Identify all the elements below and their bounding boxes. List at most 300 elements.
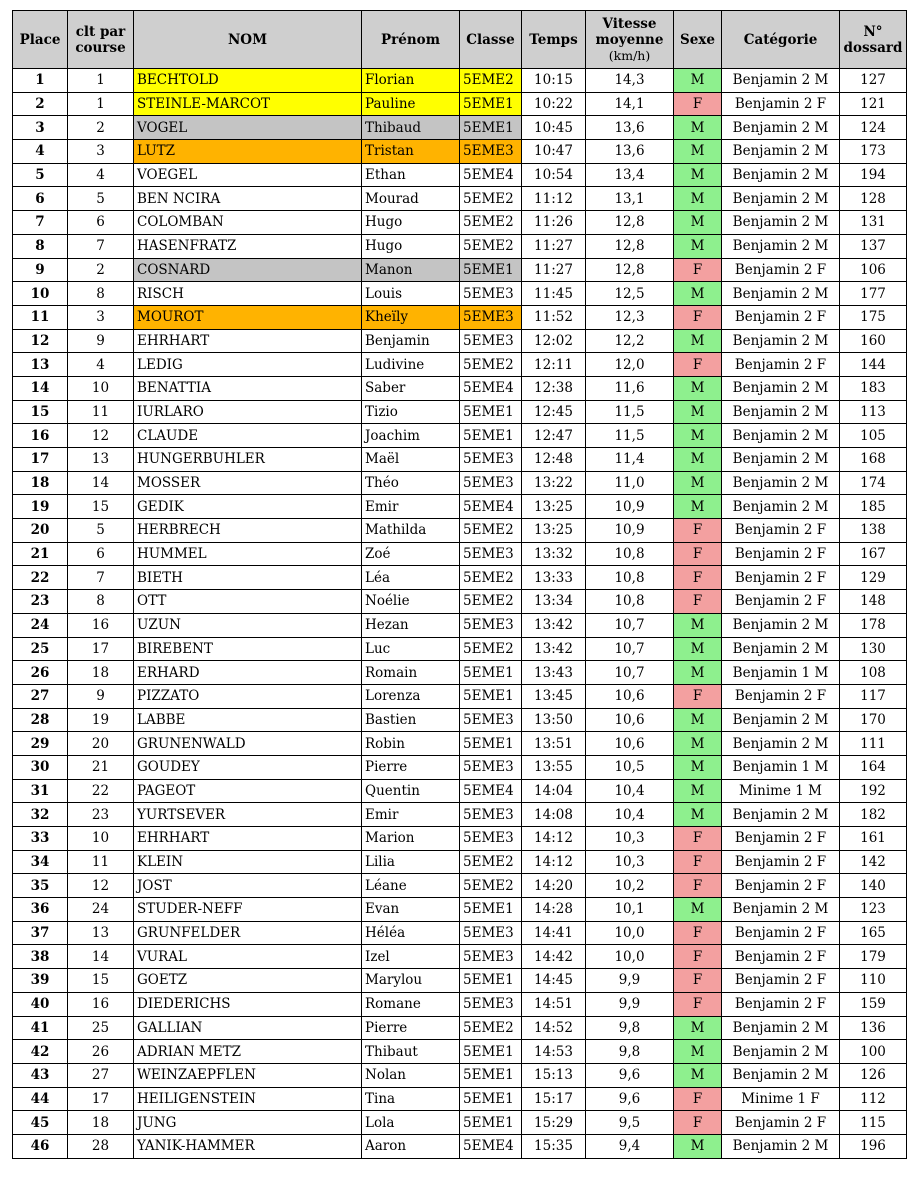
categorie-cell: Minime 1 M xyxy=(722,779,840,803)
place-cell: 16 xyxy=(13,424,68,448)
clt-cell: 14 xyxy=(68,471,134,495)
nom-cell: VURAL xyxy=(134,945,362,969)
categorie-cell: Benjamin 2 F xyxy=(722,850,840,874)
sexe-cell: M xyxy=(674,1016,722,1040)
place-cell: 39 xyxy=(13,969,68,993)
sexe-cell: M xyxy=(674,187,722,211)
prenom-cell: Joachim xyxy=(362,424,460,448)
temps-cell: 14:42 xyxy=(522,945,586,969)
prenom-cell: Bastien xyxy=(362,708,460,732)
dossard-cell: 183 xyxy=(840,376,907,400)
categorie-cell: Benjamin 2 M xyxy=(722,69,840,93)
place-cell: 7 xyxy=(13,211,68,235)
clt-cell: 10 xyxy=(68,376,134,400)
table-row xyxy=(13,448,907,472)
classe-cell: 5EME4 xyxy=(460,376,522,400)
table-row xyxy=(13,519,907,543)
clt-cell: 28 xyxy=(68,1134,134,1158)
classe-cell: 5EME2 xyxy=(460,566,522,590)
place-cell: 34 xyxy=(13,850,68,874)
place-cell: 38 xyxy=(13,945,68,969)
categorie-cell: Benjamin 2 F xyxy=(722,305,840,329)
dossard-cell: 140 xyxy=(840,874,907,898)
table-row xyxy=(13,1016,907,1040)
nom-cell: LABBE xyxy=(134,708,362,732)
temps-cell: 14:45 xyxy=(522,969,586,993)
dossard-cell: 164 xyxy=(840,755,907,779)
prenom-cell: Izel xyxy=(362,945,460,969)
vitesse-cell: 10,6 xyxy=(586,732,674,756)
categorie-cell: Benjamin 2 F xyxy=(722,92,840,116)
vitesse-cell: 12,2 xyxy=(586,329,674,353)
categorie-cell: Benjamin 2 M xyxy=(722,495,840,519)
temps-cell: 12:47 xyxy=(522,424,586,448)
prenom-cell: Luc xyxy=(362,637,460,661)
sexe-cell: F xyxy=(674,1111,722,1135)
vitesse-cell: 10,3 xyxy=(586,850,674,874)
sexe-cell: F xyxy=(674,969,722,993)
vitesse-cell: 9,6 xyxy=(586,1087,674,1111)
clt-cell: 17 xyxy=(68,1087,134,1111)
classe-cell: 5EME1 xyxy=(460,898,522,922)
classe-cell: 5EME3 xyxy=(460,448,522,472)
place-cell: 25 xyxy=(13,637,68,661)
nom-cell: HASENFRATZ xyxy=(134,234,362,258)
temps-cell: 12:38 xyxy=(522,376,586,400)
header-vitesse: Vitesse moyenne (km/h) xyxy=(586,11,674,69)
clt-cell: 19 xyxy=(68,708,134,732)
place-cell: 32 xyxy=(13,803,68,827)
clt-cell: 1 xyxy=(68,92,134,116)
nom-cell: GRUNENWALD xyxy=(134,732,362,756)
classe-cell: 5EME1 xyxy=(460,969,522,993)
place-cell: 28 xyxy=(13,708,68,732)
sexe-cell: M xyxy=(674,1063,722,1087)
categorie-cell: Benjamin 2 M xyxy=(722,448,840,472)
nom-cell: LUTZ xyxy=(134,140,362,164)
vitesse-cell: 10,8 xyxy=(586,566,674,590)
nom-cell: GOETZ xyxy=(134,969,362,993)
clt-cell: 26 xyxy=(68,1040,134,1064)
table-row xyxy=(13,471,907,495)
table-row xyxy=(13,1134,907,1158)
sexe-cell: M xyxy=(674,140,722,164)
clt-cell: 7 xyxy=(68,566,134,590)
clt-cell: 16 xyxy=(68,613,134,637)
table-row xyxy=(13,1111,907,1135)
categorie-cell: Benjamin 2 F xyxy=(722,969,840,993)
temps-cell: 13:34 xyxy=(522,590,586,614)
clt-cell: 3 xyxy=(68,140,134,164)
dossard-cell: 137 xyxy=(840,234,907,258)
place-cell: 40 xyxy=(13,992,68,1016)
nom-cell: YURTSEVER xyxy=(134,803,362,827)
nom-cell: BENATTIA xyxy=(134,376,362,400)
sexe-cell: F xyxy=(674,992,722,1016)
nom-cell: COSNARD xyxy=(134,258,362,282)
table-row xyxy=(13,732,907,756)
sexe-cell: M xyxy=(674,1134,722,1158)
sexe-cell: M xyxy=(674,1040,722,1064)
categorie-cell: Benjamin 2 M xyxy=(722,803,840,827)
clt-cell: 6 xyxy=(68,542,134,566)
clt-cell: 27 xyxy=(68,1063,134,1087)
nom-cell: GRUNFELDER xyxy=(134,921,362,945)
nom-cell: WEINZAEPFLEN xyxy=(134,1063,362,1087)
clt-cell: 16 xyxy=(68,992,134,1016)
place-cell: 31 xyxy=(13,779,68,803)
clt-cell: 3 xyxy=(68,305,134,329)
dossard-cell: 115 xyxy=(840,1111,907,1135)
prenom-cell: Benjamin xyxy=(362,329,460,353)
classe-cell: 5EME1 xyxy=(460,1063,522,1087)
temps-cell: 13:42 xyxy=(522,637,586,661)
dossard-cell: 194 xyxy=(840,163,907,187)
classe-cell: 5EME1 xyxy=(460,661,522,685)
nom-cell: PAGEOT xyxy=(134,779,362,803)
nom-cell: BEN NCIRA xyxy=(134,187,362,211)
sexe-cell: F xyxy=(674,921,722,945)
prenom-cell: Nolan xyxy=(362,1063,460,1087)
sexe-cell: F xyxy=(674,305,722,329)
table-row xyxy=(13,116,907,140)
prenom-cell: Marion xyxy=(362,827,460,851)
vitesse-cell: 10,7 xyxy=(586,661,674,685)
nom-cell: ADRIAN METZ xyxy=(134,1040,362,1064)
place-cell: 15 xyxy=(13,400,68,424)
vitesse-cell: 11,0 xyxy=(586,471,674,495)
sexe-cell: M xyxy=(674,637,722,661)
prenom-cell: Pierre xyxy=(362,755,460,779)
dossard-cell: 126 xyxy=(840,1063,907,1087)
nom-cell: EHRHART xyxy=(134,329,362,353)
place-cell: 43 xyxy=(13,1063,68,1087)
classe-cell: 5EME2 xyxy=(460,637,522,661)
sexe-cell: M xyxy=(674,661,722,685)
nom-cell: DIEDERICHS xyxy=(134,992,362,1016)
table-row xyxy=(13,305,907,329)
dossard-cell: 185 xyxy=(840,495,907,519)
place-cell: 2 xyxy=(13,92,68,116)
nom-cell: HUNGERBUHLER xyxy=(134,448,362,472)
temps-cell: 11:12 xyxy=(522,187,586,211)
clt-cell: 10 xyxy=(68,827,134,851)
vitesse-cell: 14,3 xyxy=(586,69,674,93)
temps-cell: 11:45 xyxy=(522,282,586,306)
nom-cell: GEDIK xyxy=(134,495,362,519)
sexe-cell: F xyxy=(674,353,722,377)
place-cell: 8 xyxy=(13,234,68,258)
prenom-cell: Evan xyxy=(362,898,460,922)
header-place: Place xyxy=(13,11,68,69)
prenom-cell: Saber xyxy=(362,376,460,400)
sexe-cell: F xyxy=(674,874,722,898)
vitesse-cell: 9,6 xyxy=(586,1063,674,1087)
table-row xyxy=(13,1063,907,1087)
dossard-cell: 161 xyxy=(840,827,907,851)
table-row xyxy=(13,898,907,922)
vitesse-cell: 11,4 xyxy=(586,448,674,472)
vitesse-cell: 12,3 xyxy=(586,305,674,329)
place-cell: 33 xyxy=(13,827,68,851)
dossard-cell: 159 xyxy=(840,992,907,1016)
nom-cell: BIETH xyxy=(134,566,362,590)
classe-cell: 5EME3 xyxy=(460,542,522,566)
sexe-cell: M xyxy=(674,755,722,779)
sexe-cell: F xyxy=(674,1087,722,1111)
table-row xyxy=(13,566,907,590)
dossard-cell: 128 xyxy=(840,187,907,211)
nom-cell: STEINLE-MARCOT xyxy=(134,92,362,116)
place-cell: 41 xyxy=(13,1016,68,1040)
nom-cell: BIREBENT xyxy=(134,637,362,661)
place-cell: 3 xyxy=(13,116,68,140)
dossard-cell: 144 xyxy=(840,353,907,377)
place-cell: 5 xyxy=(13,163,68,187)
table-row xyxy=(13,495,907,519)
sexe-cell: M xyxy=(674,163,722,187)
prenom-cell: Florian xyxy=(362,69,460,93)
clt-cell: 12 xyxy=(68,874,134,898)
classe-cell: 5EME1 xyxy=(460,92,522,116)
nom-cell: HERBRECH xyxy=(134,519,362,543)
categorie-cell: Benjamin 2 M xyxy=(722,424,840,448)
categorie-cell: Benjamin 2 F xyxy=(722,353,840,377)
place-cell: 13 xyxy=(13,353,68,377)
temps-cell: 13:51 xyxy=(522,732,586,756)
clt-cell: 1 xyxy=(68,69,134,93)
vitesse-cell: 12,5 xyxy=(586,282,674,306)
dossard-cell: 168 xyxy=(840,448,907,472)
place-cell: 35 xyxy=(13,874,68,898)
nom-cell: ERHARD xyxy=(134,661,362,685)
place-cell: 26 xyxy=(13,661,68,685)
dossard-cell: 110 xyxy=(840,969,907,993)
table-row xyxy=(13,400,907,424)
dossard-cell: 123 xyxy=(840,898,907,922)
nom-cell: RISCH xyxy=(134,282,362,306)
nom-cell: JUNG xyxy=(134,1111,362,1135)
classe-cell: 5EME1 xyxy=(460,424,522,448)
vitesse-cell: 10,9 xyxy=(586,495,674,519)
header-dossard: N° dossard xyxy=(840,11,907,69)
temps-cell: 15:35 xyxy=(522,1134,586,1158)
header-prenom: Prénom xyxy=(362,11,460,69)
categorie-cell: Benjamin 2 M xyxy=(722,1040,840,1064)
results-table xyxy=(12,10,907,1159)
prenom-cell: Hugo xyxy=(362,234,460,258)
vitesse-cell: 9,9 xyxy=(586,969,674,993)
table-row xyxy=(13,803,907,827)
categorie-cell: Benjamin 2 F xyxy=(722,874,840,898)
categorie-cell: Benjamin 2 F xyxy=(722,684,840,708)
vitesse-cell: 10,7 xyxy=(586,613,674,637)
place-cell: 12 xyxy=(13,329,68,353)
vitesse-cell: 10,6 xyxy=(586,708,674,732)
vitesse-cell: 12,0 xyxy=(586,353,674,377)
place-cell: 37 xyxy=(13,921,68,945)
dossard-cell: 121 xyxy=(840,92,907,116)
categorie-cell: Benjamin 2 F xyxy=(722,992,840,1016)
sexe-cell: M xyxy=(674,471,722,495)
table-row xyxy=(13,424,907,448)
place-cell: 18 xyxy=(13,471,68,495)
temps-cell: 11:26 xyxy=(522,211,586,235)
clt-cell: 23 xyxy=(68,803,134,827)
temps-cell: 13:50 xyxy=(522,708,586,732)
prenom-cell: Héléa xyxy=(362,921,460,945)
table-row xyxy=(13,140,907,164)
table-row xyxy=(13,258,907,282)
table-row xyxy=(13,613,907,637)
classe-cell: 5EME1 xyxy=(460,400,522,424)
dossard-cell: 117 xyxy=(840,684,907,708)
sexe-cell: M xyxy=(674,424,722,448)
sexe-cell: M xyxy=(674,234,722,258)
sexe-cell: F xyxy=(674,590,722,614)
temps-cell: 13:25 xyxy=(522,519,586,543)
sexe-cell: M xyxy=(674,898,722,922)
prenom-cell: Hezan xyxy=(362,613,460,637)
nom-cell: GALLIAN xyxy=(134,1016,362,1040)
categorie-cell: Benjamin 2 F xyxy=(722,1111,840,1135)
classe-cell: 5EME1 xyxy=(460,1111,522,1135)
dossard-cell: 142 xyxy=(840,850,907,874)
clt-cell: 2 xyxy=(68,116,134,140)
dossard-cell: 131 xyxy=(840,211,907,235)
prenom-cell: Louis xyxy=(362,282,460,306)
vitesse-cell: 13,6 xyxy=(586,140,674,164)
categorie-cell: Benjamin 2 M xyxy=(722,187,840,211)
categorie-cell: Benjamin 2 M xyxy=(722,708,840,732)
sexe-cell: M xyxy=(674,116,722,140)
classe-cell: 5EME2 xyxy=(460,850,522,874)
place-cell: 36 xyxy=(13,898,68,922)
vitesse-cell: 10,2 xyxy=(586,874,674,898)
clt-cell: 13 xyxy=(68,448,134,472)
dossard-cell: 175 xyxy=(840,305,907,329)
temps-cell: 13:22 xyxy=(522,471,586,495)
header-row xyxy=(13,11,907,69)
dossard-cell: 160 xyxy=(840,329,907,353)
prenom-cell: Tristan xyxy=(362,140,460,164)
header-temps: Temps xyxy=(522,11,586,69)
place-cell: 42 xyxy=(13,1040,68,1064)
sexe-cell: M xyxy=(674,69,722,93)
clt-cell: 12 xyxy=(68,424,134,448)
categorie-cell: Benjamin 2 M xyxy=(722,637,840,661)
place-cell: 21 xyxy=(13,542,68,566)
clt-cell: 14 xyxy=(68,945,134,969)
categorie-cell: Benjamin 2 M xyxy=(722,613,840,637)
temps-cell: 15:13 xyxy=(522,1063,586,1087)
sexe-cell: F xyxy=(674,827,722,851)
sexe-cell: F xyxy=(674,542,722,566)
vitesse-cell: 9,9 xyxy=(586,992,674,1016)
place-cell: 30 xyxy=(13,755,68,779)
vitesse-cell: 9,8 xyxy=(586,1016,674,1040)
nom-cell: STUDER-NEFF xyxy=(134,898,362,922)
classe-cell: 5EME3 xyxy=(460,992,522,1016)
prenom-cell: Lilia xyxy=(362,850,460,874)
place-cell: 1 xyxy=(13,69,68,93)
place-cell: 11 xyxy=(13,305,68,329)
vitesse-cell: 9,8 xyxy=(586,1040,674,1064)
sexe-cell: M xyxy=(674,282,722,306)
prenom-cell: Romane xyxy=(362,992,460,1016)
prenom-cell: Emir xyxy=(362,803,460,827)
categorie-cell: Benjamin 2 M xyxy=(722,471,840,495)
temps-cell: 14:28 xyxy=(522,898,586,922)
nom-cell: VOEGEL xyxy=(134,163,362,187)
clt-cell: 20 xyxy=(68,732,134,756)
header-clt-par-course: clt par course xyxy=(68,11,134,69)
prenom-cell: Maël xyxy=(362,448,460,472)
clt-cell: 4 xyxy=(68,353,134,377)
clt-cell: 13 xyxy=(68,921,134,945)
table-row xyxy=(13,187,907,211)
place-cell: 23 xyxy=(13,590,68,614)
table-row xyxy=(13,1087,907,1111)
dossard-cell: 138 xyxy=(840,519,907,543)
table-row xyxy=(13,850,907,874)
table-row xyxy=(13,376,907,400)
prenom-cell: Léa xyxy=(362,566,460,590)
classe-cell: 5EME3 xyxy=(460,945,522,969)
nom-cell: PIZZATO xyxy=(134,684,362,708)
temps-cell: 12:02 xyxy=(522,329,586,353)
prenom-cell: Tizio xyxy=(362,400,460,424)
dossard-cell: 177 xyxy=(840,282,907,306)
dossard-cell: 111 xyxy=(840,732,907,756)
table-row xyxy=(13,282,907,306)
prenom-cell: Zoé xyxy=(362,542,460,566)
classe-cell: 5EME3 xyxy=(460,140,522,164)
nom-cell: OTT xyxy=(134,590,362,614)
prenom-cell: Lorenza xyxy=(362,684,460,708)
place-cell: 19 xyxy=(13,495,68,519)
prenom-cell: Romain xyxy=(362,661,460,685)
prenom-cell: Lola xyxy=(362,1111,460,1135)
nom-cell: HEILIGENSTEIN xyxy=(134,1087,362,1111)
dossard-cell: 174 xyxy=(840,471,907,495)
vitesse-cell: 9,4 xyxy=(586,1134,674,1158)
table-row xyxy=(13,590,907,614)
sexe-cell: M xyxy=(674,329,722,353)
table-row xyxy=(13,708,907,732)
nom-cell: GOUDEY xyxy=(134,755,362,779)
classe-cell: 5EME4 xyxy=(460,495,522,519)
vitesse-cell: 10,6 xyxy=(586,684,674,708)
sexe-cell: F xyxy=(674,684,722,708)
place-cell: 29 xyxy=(13,732,68,756)
vitesse-cell: 14,1 xyxy=(586,92,674,116)
classe-cell: 5EME4 xyxy=(460,163,522,187)
nom-cell: MOSSER xyxy=(134,471,362,495)
dossard-cell: 127 xyxy=(840,69,907,93)
categorie-cell: Benjamin 1 M xyxy=(722,661,840,685)
dossard-cell: 179 xyxy=(840,945,907,969)
temps-cell: 14:20 xyxy=(522,874,586,898)
categorie-cell: Minime 1 F xyxy=(722,1087,840,1111)
clt-cell: 7 xyxy=(68,234,134,258)
dossard-cell: 108 xyxy=(840,661,907,685)
nom-cell: HUMMEL xyxy=(134,542,362,566)
temps-cell: 14:41 xyxy=(522,921,586,945)
prenom-cell: Noélie xyxy=(362,590,460,614)
vitesse-cell: 13,6 xyxy=(586,116,674,140)
classe-cell: 5EME2 xyxy=(460,1016,522,1040)
